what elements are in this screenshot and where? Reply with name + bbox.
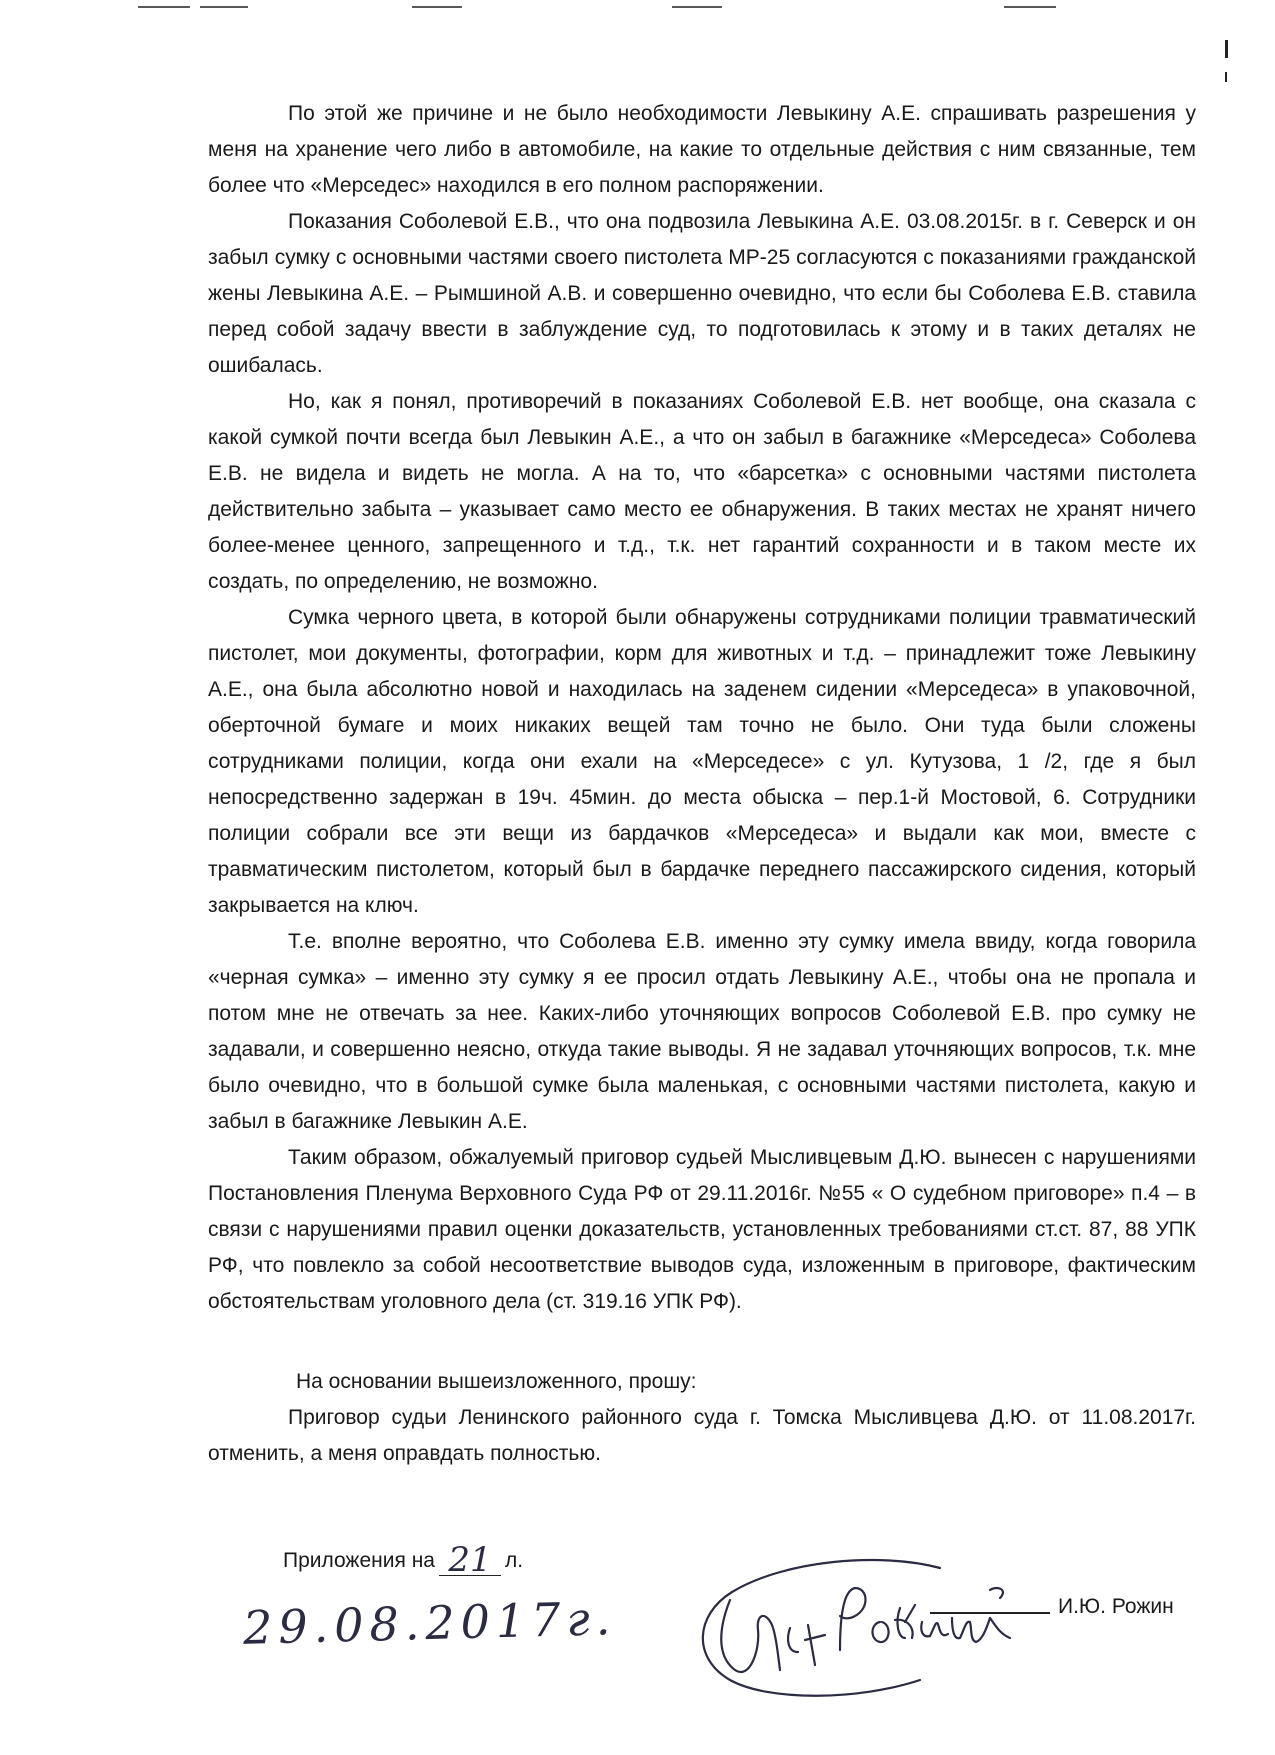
request-lead: На основании вышеизложенного, прошу: [296,1370,697,1393]
scan-artifact [200,6,248,8]
signer-name: И.Ю. Рожин [1058,1595,1174,1618]
paragraph: Показания Соболевой Е.В., что она подвозила Левыкина А.Е. 03.08.2015г. в г. Северск и он забыл сумку с основными частями своего пистолета МР-25 согласуются с показаниями гражданской жены Левыкина А.Е. – Рымшиной А.В. и совершенно очевидно, что если бы Соболева Е.В. ставила перед собой задачу ввести в заблуждение суд, то подготовилась к этому и в таких деталях не ошибалась. [208,210,1196,377]
attachments-suffix: л. [504,1549,524,1572]
margin-mark [1225,40,1228,58]
scan-artifact [1004,6,1056,8]
scan-artifact [672,6,722,8]
paragraph: Но, как я понял, противоречий в показаниях Соболевой Е.В. нет вообще, она сказала с какой сумкой почти всегда был Левыкин А.Е., а что он забыл в багажнике «Мерседеса» Соболева Е.В. не видела и видеть не могла. А на то, что «барсетка» с основными частями пистолета действительно забыта – указывает само место ее обнаружения. В таких местах не хранят ничего более-менее ценного, запрещенного и т.д., т.к. нет гарантий сохранности и в таком месте их создать, по определению, не возможно. [208,390,1196,593]
paragraph: Т.е. вполне вероятно, что Соболева Е.В. именно эту сумку имела ввиду, когда говорила «черная сумка» – именно эту сумку я ее просил отдать Левыкину А.Е., чтобы она не пропала и потом мне не отвечать за нее. Каких-либо уточняющих вопросов Соболевой Е.В. про сумку не задавали, и совершенно неясно, откуда такие выводы. Я не задавал уточняющих вопросов, т.к. мне было очевидно, что в большой сумке была маленькая, с основными частями пистолета, какую и забыл в багажнике Левыкин А.Е. [208,930,1196,1133]
signature [690,1530,1110,1705]
paragraph: Таким образом, обжалуемый приговор судьей Мысливцевым Д.Ю. вынесен с нарушениями Постановления Пленума Верховного Суда РФ от 29.11.2016г. №55 « О судебном приговоре» п.4 – в связи с нарушениями правил оценки доказательств, установленных требованиями ст.ст. 87, 88 УПК РФ, что повлекло за собой несоответствие выводов суда, изложенным в приговоре, фактическим обстоятельствам уголовного дела (ст. 319.16 УПК РФ). [208,1146,1196,1313]
attachments-prefix: Приложения на [283,1549,435,1572]
scan-artifact [412,6,462,8]
attachments-count: 21 [439,1545,501,1576]
paragraph: Сумка черного цвета, в которой были обнаружены сотрудниками полиции травматический пистолет, мои документы, фотографии, корм для животных и т.д. – принадлежит тоже Левыкину А.Е., она была абсолютно новой и находилась на заденем сидении «Мерседеса» в упаковочной, оберточной бумаге и моих никаких вещей там точно не было. Они туда были сложены сотрудниками полиции, когда они ехали на «Мерседесе» с ул. Кутузова, 1 /2, где я был непосредственно задержан в 19ч. 45мин. до места обыска – пер.1-й Мостовой, 6. Сотрудники полиции собрали все эти вещи из бардачков «Мерседеса» и выдали как мои, вместе с травматическим пистолетом, который был в бардачке переднего пассажирского сидения, который закрывается на ключ. [208,606,1196,917]
request-text: Приговор судьи Ленинского районного суда г. Томска Мысливцева Д.Ю. от 11.08.2017г. отменить, а меня оправдать полностью. [208,1406,1196,1465]
handwritten-date: 29.08.2017г. [242,1591,617,1655]
document-body [208,96,1196,1472]
paragraph: По этой же причине и не было необходимости Левыкину А.Е. спрашивать разрешения у меня на хранение чего либо в автомобиле, на какие то отдельные действия с ним связанные, тем более что «Мерседес» находился в его полном распоряжении. [208,102,1196,197]
attachments-line [283,1540,524,1580]
margin-mark [1225,72,1227,82]
scan-artifact [138,6,190,8]
